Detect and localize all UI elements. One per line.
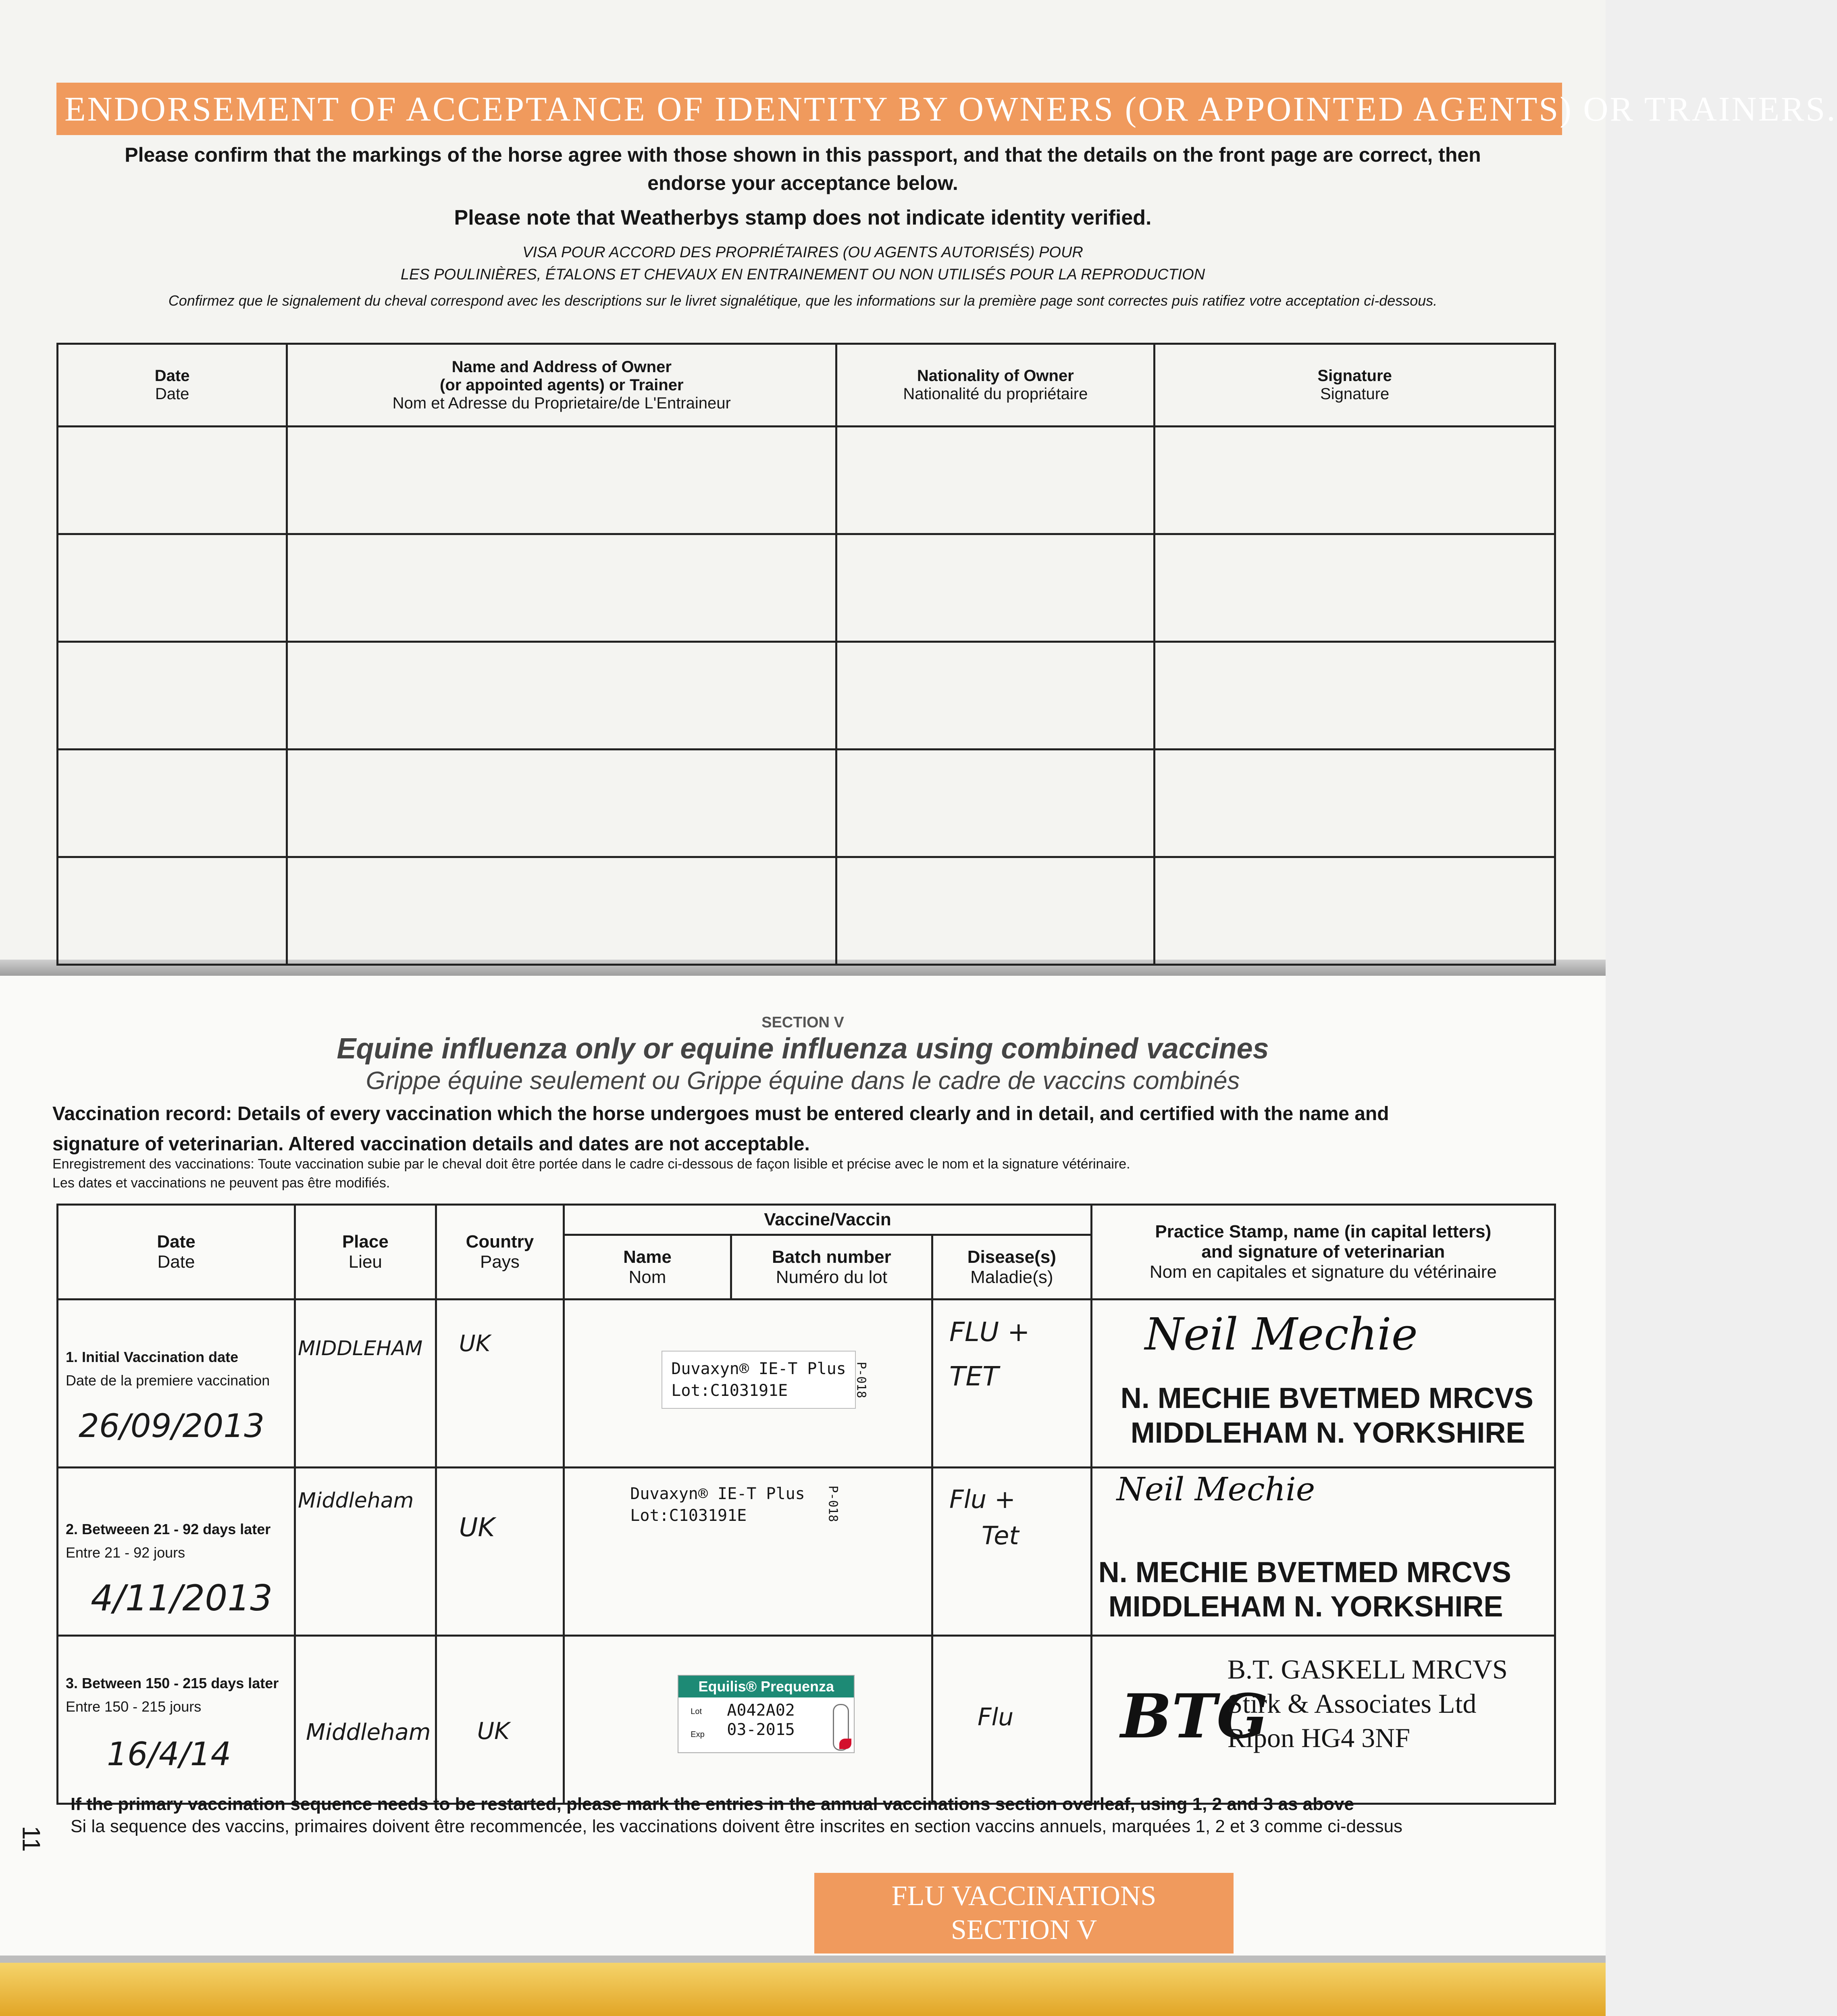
page-number: 11 — [17, 1826, 45, 1852]
date-cell[interactable] — [58, 1300, 295, 1468]
red-mark-icon — [839, 1739, 851, 1749]
vaccine-name: Duvaxyn® IE-T Plus — [671, 1360, 846, 1378]
vaccination-row — [58, 1468, 1555, 1636]
vet-signature: Neil Mechie — [1116, 1470, 1315, 1508]
endorsement-table — [56, 343, 1556, 966]
record-fr-1: Enregistrement des vaccinations: Toute vaccination subie par le cheval doit être portée dans le cadre ci-dessous de façon lisible et précise avec le nom et la signature vétérinaire. — [52, 1156, 1130, 1172]
section-tab — [814, 1873, 1234, 1954]
section-tab-line-2: SECTION V — [951, 1914, 1097, 1945]
place-cell[interactable] — [295, 1300, 436, 1468]
vet-stamp-line-2: MIDDLEHAM N. YORKSHIRE — [1130, 1417, 1525, 1449]
date-cell[interactable] — [58, 534, 287, 642]
signature-cell[interactable] — [1155, 534, 1555, 642]
header-nationality: Nationality of Owner Nationalité du propriétaire — [836, 344, 1155, 427]
vet-signature: BTG — [1120, 1681, 1269, 1752]
vet-signature: Neil Mechie — [1144, 1308, 1418, 1360]
vaccination-table — [56, 1204, 1556, 1805]
instruction-line-3: Please note that Weatherbys stamp does not indicate identity verified. — [454, 206, 1152, 229]
nationality-cell[interactable] — [836, 534, 1155, 642]
row-label: 1. Initial Vaccination date — [66, 1349, 239, 1365]
header-batch-number: Batch number Numéro du lot — [731, 1235, 932, 1300]
table-row — [58, 427, 1555, 534]
vaccine-label-cell[interactable] — [564, 1468, 932, 1636]
disease-value: FLU + — [949, 1316, 1030, 1347]
owner-cell[interactable] — [287, 857, 836, 965]
disease-cell[interactable] — [932, 1468, 1092, 1636]
owner-cell[interactable] — [287, 427, 836, 534]
expiry-date: 03-2015 — [727, 1720, 795, 1739]
exp-label: Exp — [691, 1730, 705, 1739]
country-cell[interactable] — [436, 1636, 564, 1804]
section-label: SECTION V — [761, 1014, 844, 1031]
place-cell[interactable] — [295, 1636, 436, 1804]
table-row — [58, 534, 1555, 642]
vet-stamp-line-1: N. MECHIE BVETMED MRCVS — [1098, 1556, 1511, 1589]
vet-stamp-line-1: N. MECHIE BVETMED MRCVS — [1120, 1382, 1533, 1414]
table-row — [58, 750, 1555, 857]
batch-number: A042A02 — [727, 1701, 795, 1720]
vaccination-title-fr: Grippe équine seulement ou Grippe équine dans le cadre de vaccins combinés — [366, 1067, 1240, 1095]
lot-label: Lot — [691, 1707, 702, 1716]
country-cell[interactable] — [436, 1468, 564, 1636]
header-vaccine-name: Name Nom — [564, 1235, 731, 1300]
row-label-fr: Entre 21 - 92 jours — [66, 1544, 185, 1561]
signature-cell[interactable] — [1155, 750, 1555, 857]
vaccine-name: Duvaxyn® IE-T Plus — [630, 1485, 805, 1503]
vet-stamp-line-2: MIDDLEHAM N. YORKSHIRE — [1108, 1591, 1503, 1623]
vet-stamp-line-3: Ripon HG4 3NF — [1227, 1722, 1411, 1753]
owner-cell[interactable] — [287, 750, 836, 857]
sticker-code: P-018 — [854, 1362, 868, 1398]
row-label-fr: Date de la premiere vaccination — [66, 1372, 270, 1389]
stamp-cell[interactable] — [1091, 1300, 1555, 1468]
header-diseases: Disease(s) Maladie(s) — [932, 1235, 1092, 1300]
nationality-cell[interactable] — [836, 857, 1155, 965]
disease-value: Flu + — [949, 1485, 1015, 1514]
row-label: 2. Betweeen 21 - 92 days later — [66, 1521, 271, 1537]
vaccine-sticker — [621, 1477, 813, 1533]
country-value: UK — [477, 1717, 510, 1745]
country-value: UK — [459, 1331, 491, 1357]
endorsement-banner: ENDORSEMENT OF ACCEPTANCE OF IDENTITY BY OWNERS (OR APPOINTED AGENTS) OR TRAINERS. — [56, 83, 1562, 135]
place-value: MIDDLEHAM — [298, 1337, 423, 1360]
header-place: Place Lieu — [295, 1205, 436, 1300]
date-cell[interactable] — [58, 1468, 295, 1636]
header-country: Country Pays — [436, 1205, 564, 1300]
date-cell[interactable] — [58, 857, 287, 965]
owner-cell[interactable] — [287, 534, 836, 642]
signature-cell[interactable] — [1155, 642, 1555, 750]
vaccination-row — [58, 1300, 1555, 1468]
place-cell[interactable] — [295, 1468, 436, 1636]
french-line-1: VISA POUR ACCORD DES PROPRIÉTAIRES (OU AGENTS AUTORISÉS) POUR — [522, 244, 1083, 261]
date-value: 4/11/2013 — [91, 1577, 273, 1619]
signature-cell[interactable] — [1155, 427, 1555, 534]
record-fr-2: Les dates et vaccinations ne peuvent pas être modifiés. — [52, 1175, 390, 1191]
header-signature: Signature Signature — [1155, 344, 1555, 427]
date-cell[interactable] — [58, 750, 287, 857]
vaccine-sticker — [678, 1675, 855, 1753]
date-value: 26/09/2013 — [79, 1407, 265, 1445]
row-label-fr: Entre 150 - 215 jours — [66, 1698, 202, 1715]
nationality-cell[interactable] — [836, 642, 1155, 750]
record-line-2: signature of veterinarian. Altered vaccination details and dates are not acceptable. — [52, 1133, 810, 1155]
french-line-2: LES POULINIÈRES, ÉTALONS ET CHEVAUX EN ENTRAINEMENT OU NON UTILISÉS POUR LA REPRODUCTION — [400, 266, 1205, 283]
signature-cell[interactable] — [1155, 857, 1555, 965]
instruction-line-2: endorse your acceptance below. — [647, 172, 958, 194]
date-cell[interactable] — [58, 642, 287, 750]
cover-edge — [0, 1963, 1606, 2016]
nationality-cell[interactable] — [836, 427, 1155, 534]
header-date: Date Date — [58, 1205, 295, 1300]
date-value: 16/4/14 — [107, 1735, 231, 1773]
owner-cell[interactable] — [287, 642, 836, 750]
vaccine-name: Equilis® Prequenza — [678, 1676, 854, 1697]
country-value: UK — [459, 1513, 495, 1543]
instruction-line-1: Please confirm that the markings of the horse agree with those shown in this passport, and that the details on the front page are correct, then — [125, 144, 1481, 166]
header-practice-stamp: Practice Stamp, name (in capital letters) and signature of veterinarian Nom en capitales et signature du vétérinaire — [1091, 1205, 1555, 1300]
french-line-3: Confirmez que le signalement du cheval correspond avec les descriptions sur le livret signalétique, que les informations sur la première page sont correctes puis ratifiez votre acceptation ci-dessous. — [168, 292, 1438, 309]
vaccine-label-cell[interactable] — [564, 1300, 932, 1468]
country-cell[interactable] — [436, 1300, 564, 1468]
header-vaccine: Vaccine/Vaccin — [564, 1205, 1091, 1235]
date-cell[interactable] — [58, 427, 287, 534]
record-line-1: Vaccination record: Details of every vaccination which the horse undergoes must be entered clearly and in detail, and certified with the name and — [52, 1103, 1389, 1125]
batch-number: Lot:C103191E — [630, 1506, 747, 1525]
vaccination-title: Equine influenza only or equine influenza using combined vaccines — [337, 1033, 1269, 1065]
footer-note: If the primary vaccination sequence needs to be restarted, please mark the entries in the annual vaccinations section overleaf, using 1, 2 and 3 as above — [71, 1794, 1354, 1814]
header-date: Date Date — [58, 344, 287, 427]
place-value: Middleham — [298, 1489, 414, 1513]
header-owner: Name and Address of Owner (or appointed agents) or Trainer Nom et Adresse du Proprietaire/de L'Entraineur — [287, 344, 836, 427]
date-cell[interactable] — [58, 1636, 295, 1804]
vet-stamp-line-2: Stirk & Associates Ltd — [1227, 1688, 1477, 1719]
section-tab-line-1: FLU VACCINATIONS — [891, 1881, 1157, 1912]
disease-cell[interactable] — [932, 1636, 1092, 1804]
stamp-cell[interactable] — [1091, 1636, 1555, 1804]
table-row — [58, 857, 1555, 965]
disease-value: Flu — [978, 1703, 1014, 1731]
stamp-cell[interactable] — [1091, 1468, 1555, 1636]
footer-note-fr: Si la sequence des vaccins, primaires doivent être recommencée, les vaccinations doivent être inscrites en section vaccins annuels, marquées 1, 2 et 3 comme ci-dessus — [71, 1816, 1403, 1836]
vet-stamp-line-1: B.T. GASKELL MRCVS — [1227, 1654, 1508, 1685]
vaccination-row — [58, 1636, 1555, 1804]
disease-value-2: Tet — [982, 1521, 1019, 1550]
nationality-cell[interactable] — [836, 750, 1155, 857]
batch-number: Lot:C103191E — [671, 1381, 788, 1400]
table-row — [58, 642, 1555, 750]
disease-cell[interactable] — [932, 1300, 1092, 1468]
disease-value-2: TET — [949, 1361, 999, 1392]
row-label: 3. Between 150 - 215 days later — [66, 1675, 279, 1691]
vaccine-sticker — [662, 1351, 855, 1409]
place-value: Middleham — [306, 1719, 431, 1745]
vaccine-label-cell[interactable] — [564, 1636, 932, 1804]
sticker-code: P-018 — [826, 1485, 840, 1522]
